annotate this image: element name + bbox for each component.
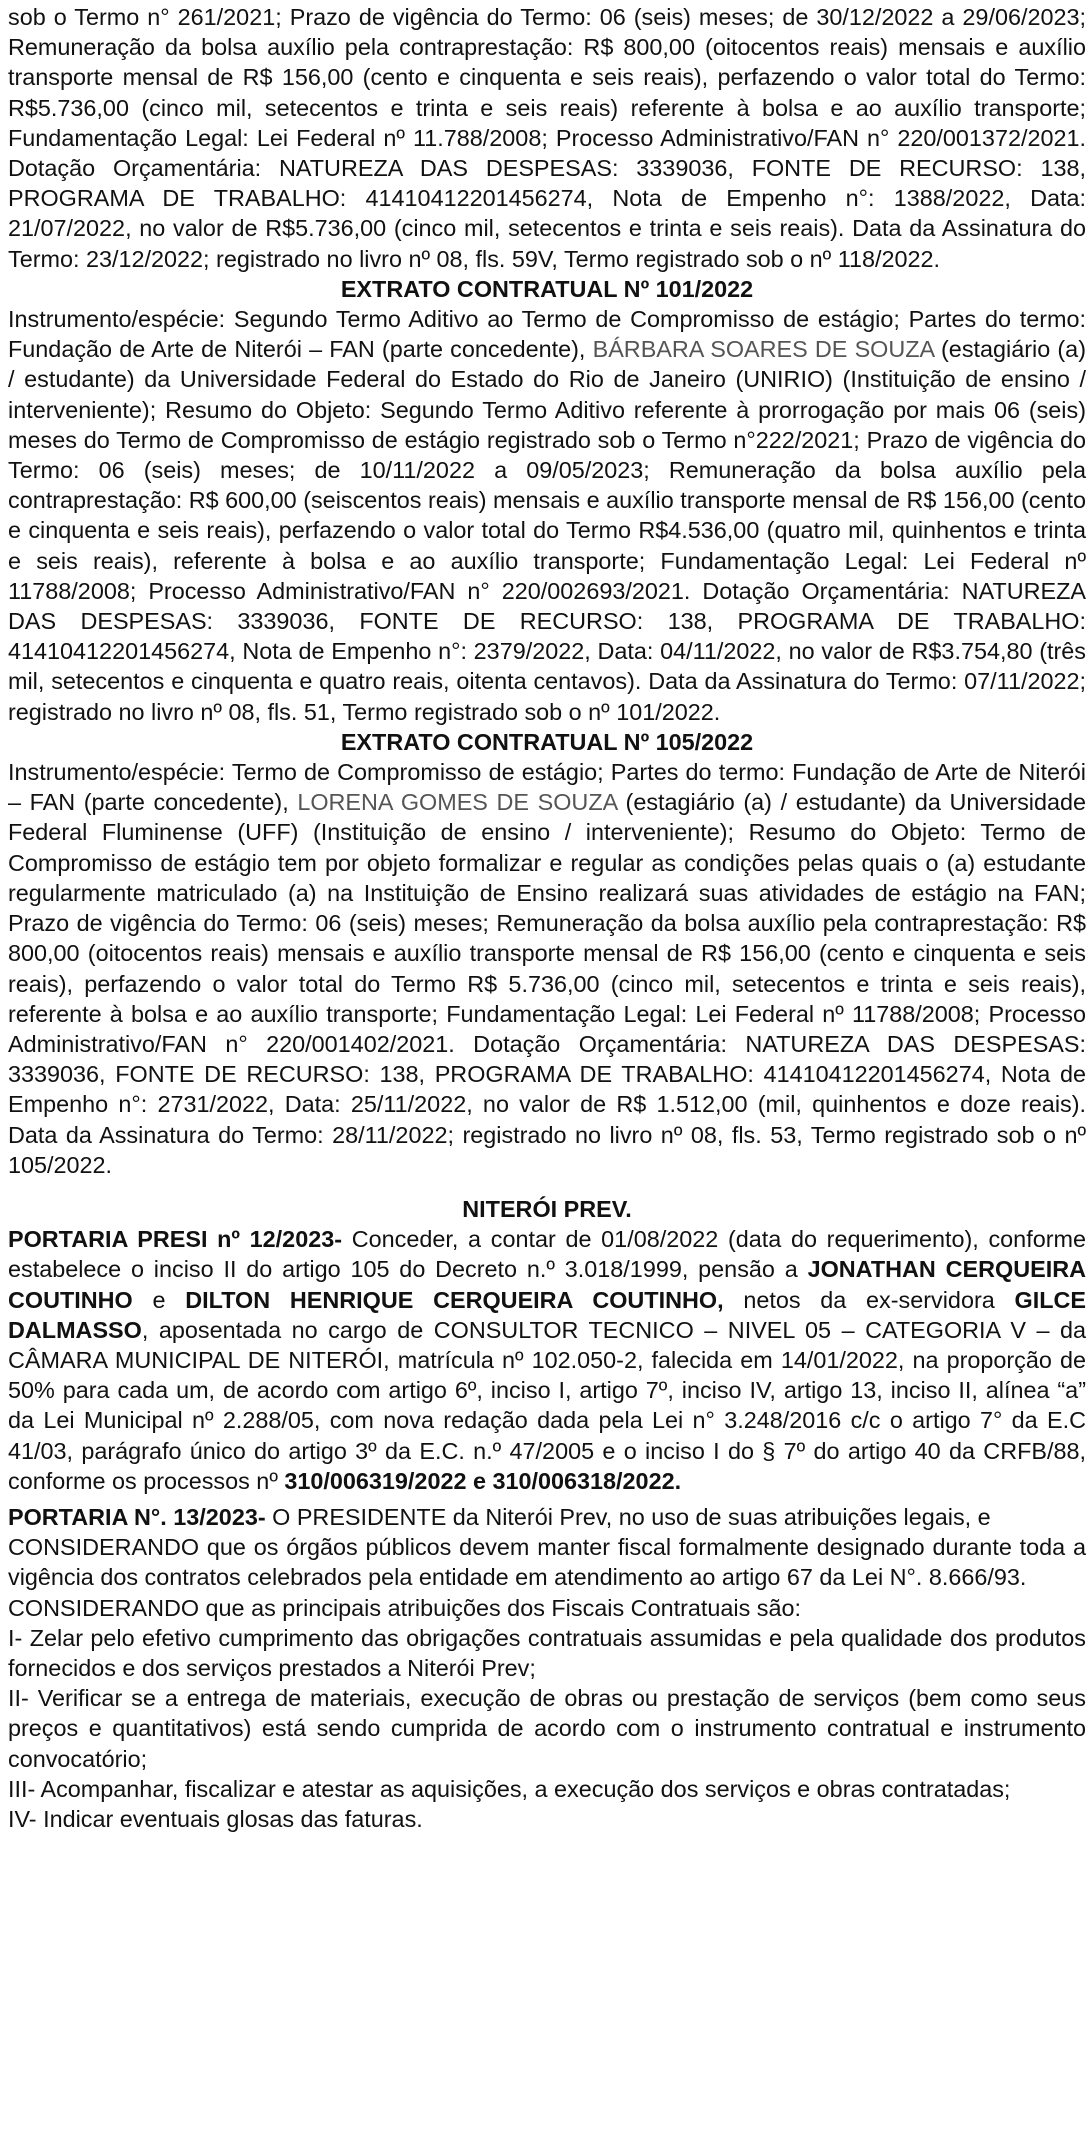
extrato-101-text-b: (estagiário (a) / estudante) da Universidade Federal do Estado do Rio de Janeiro (UNIRIO) (Instituição de ensino / interveniente); Resumo do Objeto: Segundo Termo Aditivo referente à prorrogação por mais 06 (seis) meses do Termo de Compromisso de estágio registrado sob o Termo n°222/2021; Prazo de vigência do Termo: 06 (seis) meses; de 10/11/2022 a 09/05/2023; Remuneração da bolsa auxílio pela contraprestação: R$ 600,00 (seiscentos reais) mensais e auxílio transporte mensal de R$ 156,00 (cento e cinquenta e seis reais), perfazendo o valor total do Termo R$4.536,00 (quatro mil, quinhentos e trinta e seis reais), referente à bolsa e ao auxílio transporte; Fundamentação Legal: Lei Federal nº 11788/2008; Processo Administrativo/FAN n° 220/002693/2021. Dotação Orçamentária: NATUREZA DAS DESPESAS: 3339036, FONTE DE RECURSO: 138, PROGRAMA DE TRABALHO: 41410412201456274, Nota de Empenho n°: 2379/2022, Data: 04/11/2022, no valor de R$3.754,80 (três mil, setecentos e cinquenta e quatro reais, oitenta centavos). Data da Assinatura do Termo: 07/11/2022; registrado no livro nº 08, fls. 51, Termo registrado sob o nº 101/2022.: [8, 336, 1086, 725]
extrato-101-text-a: Instrumento/espécie: Segundo Termo Aditivo ao Termo de Compromisso de estágio; Partes do termo: Fundação de Arte de Niterói – FAN (parte concedente),: [8, 306, 1086, 363]
extrato-101-title: EXTRATO CONTRATUAL Nº 101/2022: [340, 275, 754, 302]
extrato-101-body: [8, 304, 1086, 727]
process-numbers: 310/006319/2022 e 310/006318/2022.: [284, 1467, 682, 1494]
attribution-item-3: III- Acompanhar, fiscalizar e atestar as aquisições, a execução dos serviços e obras contratadas;: [8, 1775, 1011, 1802]
intern-name-lorena: LORENA GOMES DE SOUZA: [297, 789, 617, 816]
attribution-item-4: IV- Indicar eventuais glosas das faturas.: [8, 1805, 423, 1832]
considerando-1: CONSIDERANDO que os órgãos públicos devem manter fiscal formalmente designado durante toda a vigência dos contratos celebrados pela entidade em atendimento ao artigo 67 da Lei N°. 8.666/93.: [8, 1534, 1086, 1591]
beneficiary-1: JONATHAN CERQUEIRA COUTINHO: [8, 1256, 1086, 1313]
intern-name-barbara: BÁRBARA SOARES DE SOUZA: [592, 336, 934, 363]
portaria-13-body: [8, 1502, 1086, 1532]
beneficiary-2: DILTON HENRIQUE CERQUEIRA COUTINHO,: [185, 1286, 724, 1313]
conjunction: e: [132, 1286, 186, 1313]
ex-servidora-name: GILCE DALMASSO: [8, 1286, 1086, 1343]
portaria-12-label: PORTARIA PRESI nº 12/2023-: [8, 1226, 343, 1253]
extrato-118-continuation: sob o Termo n° 261/2021; Prazo de vigência do Termo: 06 (seis) meses; de 30/12/2022 a 29/06/2023; Remuneração da bolsa auxílio pela contraprestação: R$ 800,00 (oitocentos reais) mensais e auxílio transporte mensal de R$ 156,00 (cento e cinquenta e seis reais), perfazendo o valor total do Termo: R$5.736,00 (cinco mil, setecentos e trinta e seis reais) referente à bolsa e ao auxílio transporte; Fundamentação Legal: Lei Federal nº 11.788/2008; Processo Administrativo/FAN n° 220/001372/2021. Dotação Orçamentária: NATUREZA DAS DESPESAS: 3339036, FONTE DE RECURSO: 138, PROGRAMA DE TRABALHO: 41410412201456274, Nota de Empenho n°: 1388/2022, Data: 21/07/2022, no valor de R$5.736,00 (cinco mil, setecentos e trinta e seis reais). Data da Assinatura do Termo: 23/12/2022; registrado no livro nº 08, fls. 59V, Termo registrado sob o nº 118/2022.: [8, 4, 1086, 272]
portaria-13-intro: O PRESIDENTE da Niterói Prev, no uso de suas atribuições legais, e: [265, 1503, 991, 1530]
considerando-2: CONSIDERANDO que as principais atribuições dos Fiscais Contratuais são:: [8, 1594, 801, 1621]
attribution-item-2: II- Verificar se a entrega de materiais, execução de obras ou prestação de serviços (bem como seus preços e quantitativos) está sendo cumprida de acordo com o instrumento contratual e instrumento convocatório;: [8, 1685, 1086, 1772]
extrato-105-title: EXTRATO CONTRATUAL Nº 105/2022: [340, 728, 754, 755]
extrato-105-text-a: Instrumento/espécie: Termo de Compromisso de estágio; Partes do termo: Fundação de Arte de Niterói – FAN (parte concedente),: [8, 759, 1086, 816]
portaria-12-text-b: netos da ex-servidora: [723, 1286, 1015, 1313]
portaria-12-text-c: , aposentada no cargo de CONSULTOR TECNICO – NIVEL 05 – CATEGORIA V – da CÂMARA MUNICIPAL DE NITERÓI, matrícula nº 102.050-2, falecida em 14/01/2022, na proporção de 50% para cada um, de acordo com artigo 6º, inciso I, artigo 7º, inciso IV, artigo 13, inciso II, alínea “a” da Lei Municipal nº 2.288/05, com nova redação dada pela Lei n° 3.248/2016 c/c o artigo 7° da E.C 41/03, parágrafo único do artigo 3º da E.C. n.º 47/2005 e o inciso I do § 7º do artigo 40 da CRFB/88, conforme os processos nº: [8, 1316, 1086, 1494]
extrato-105-text-b: (estagiário (a) / estudante) da Universidade Federal Fluminense (UFF) (Instituição de ensino / interveniente); Resumo do Objeto: Termo de Compromisso de estágio tem por objeto formalizar e regular as condições pelas quais o (a) estudante regularmente matriculado (a) na Instituição de Ensino realizará suas atividades de estágio na FAN; Prazo de vigência do Termo: 06 (seis) meses; Remuneração da bolsa auxílio pela contraprestação: R$ 800,00 (oitocentos reais) mensais e auxílio transporte mensal de R$ 156,00 (cento e cinquenta e seis reais), perfazendo o valor total do Termo R$ 5.736,00 (cinco mil, setecentos e trinta e seis reais), referente à bolsa e ao auxílio transporte; Fundamentação Legal: Lei Federal nº 11788/2008; Processo Administrativo/FAN n° 220/001402/2021. Dotação Orçamentária: NATUREZA DAS DESPESAS: 3339036, FONTE DE RECURSO: 138, PROGRAMA DE TRABALHO: 41410412201456274, Nota de Empenho n°: 2731/2022, Data: 25/11/2022, no valor de R$ 1.512,00 (mil, quinhentos e doze reais). Data da Assinatura do Termo: 28/11/2022; registrado no livro nº 08, fls. 53, Termo registrado sob o nº 105/2022.: [8, 789, 1086, 1178]
portaria-13-label: PORTARIA N°. 13/2023-: [8, 1503, 266, 1530]
attribution-item-1: I- Zelar pelo efetivo cumprimento das obrigações contratuais assumidas e pela qualidade dos produtos fornecidos e dos serviços prestados a Niterói Prev;: [8, 1624, 1086, 1681]
portaria-12-text-a: Conceder, a contar de 01/08/2022 (data do requerimento), conforme estabelece o inciso II do artigo 105 do Decreto n.º 3.018/1999, pensão a: [8, 1226, 1086, 1283]
portaria-12-body: [8, 1224, 1086, 1496]
niteroi-prev-title: NITERÓI PREV.: [462, 1195, 632, 1222]
extrato-105-body: [8, 757, 1086, 1180]
